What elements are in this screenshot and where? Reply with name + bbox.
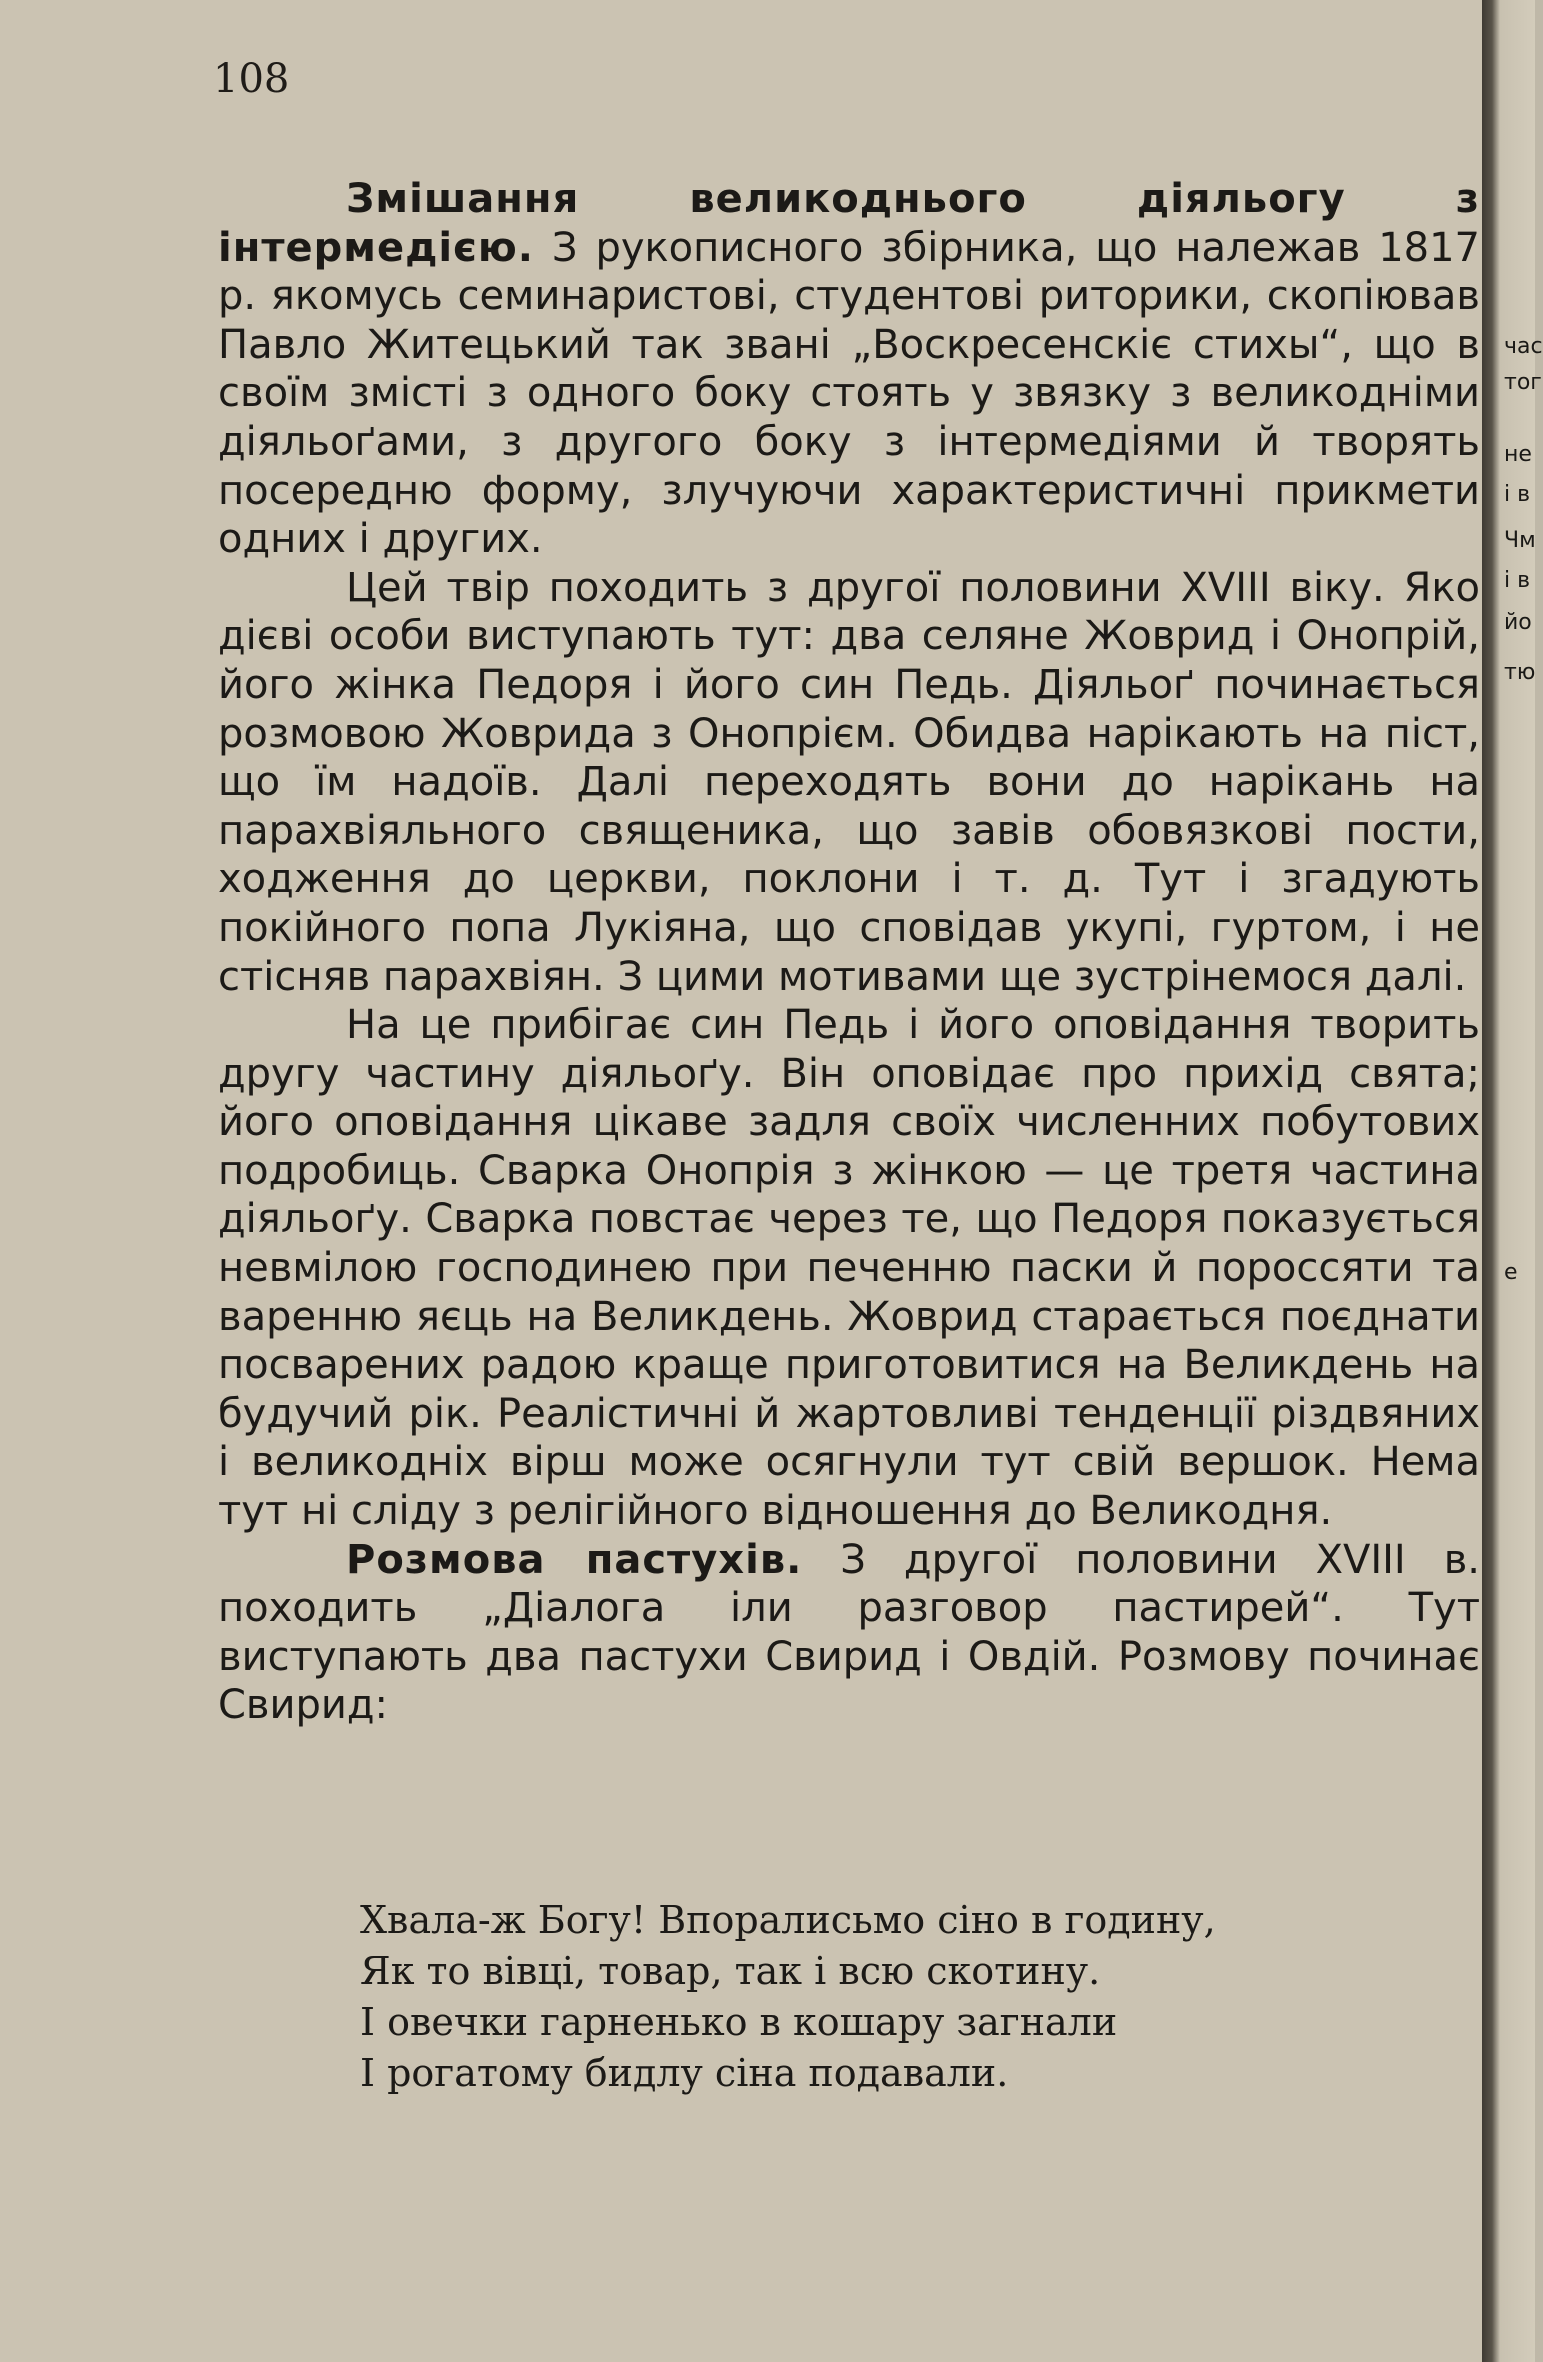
paragraph [218,1001,1480,1536]
paragraph [218,1536,1480,1730]
paragraph [218,564,1480,1001]
next-page-edge [1482,0,1543,2362]
poem-line: І рогатому бидлу сіна подавали. [360,2051,1009,2095]
poem [360,1895,1216,2099]
paragraph-text: На це прибігає син Педь і його оповідання творить другу частину діяльоґу. Він оповідає про прихід свята; його оповідання цікаве задля своїх численних побутових подробиць. Сварка Онопрія з жінкою — це третя частина діяльоґу. Сварка повстає через те, що Педоря показується невмілою господинею при печенню паски й пороссяти та варенню яєць на Великдень. Жоврид старається поєднати посварених радою краще приготовитися на Великдень на будучий рік. Реалістичні й жартовливі тенденції різдвяних і великодніх вірш може осягнули тут свій вершок. Нема тут ні сліду з релігійного відношення до Великодня. [218,1002,1480,1535]
next-page-fragment: не [1504,442,1532,467]
next-page-fragment: е [1504,1260,1518,1285]
next-page-fragment: тю [1504,660,1536,685]
paragraph-text: З рукописного збірника, що належав 1817 р. якомусь семинаристові, студентові риторики, скопіював Павло Житецький так звані „Воскресенскіє стихы“, що в своїм змісті з одного боку стоять у звязку з великодніми діяльоґами, з другого боку з інтермедіями й творять посередню форму, злучуючи характеристичні прикмети одних і других. [218,224,1480,563]
main-text [218,175,1480,1730]
next-page-fragment: і в [1504,568,1531,593]
next-page-fragment: йо [1504,610,1532,635]
poem-line: Як то вівці, товар, так і всю скотину. [360,1949,1101,1993]
next-page-fragment: і в [1504,482,1531,507]
poem-line: І овечки гарненько в кошару загнали [360,2000,1118,2044]
page-number: 108 [213,56,290,102]
poem-line: Хвала-ж Богу! Впоралисьмо сіно в годину, [360,1898,1216,1942]
next-page-fragment: Чм [1504,528,1536,553]
paragraph-text: Цей твір походить з другої половини XVIII віку. Яко дієві особи виступають тут: два селяне Жоврид і Онопрій, його жінка Педоря і його син Педь. Діяльоґ починається розмовою Жоврида з Онопрієм. Обидва нарікають на піст, що їм надоїв. Далі переходять вони до нарікань на парахвіяльного священика, що завів обовязкові пости, ходження до церкви, поклони і т. д. Тут і згадують покійного попа Лукіяна, що сповідав укупі, гуртом, і не стісняв парахвіян. З цими мотивами ще зустрінемося далі. [218,564,1480,1000]
next-page-fragment: час [1504,334,1543,359]
paragraph [218,175,1480,564]
paragraph-text: З другої половини XVIII в. походить „Діалога іли разговор пастирей“. Тут виступають два пастухи Свирид і Овдій. Розмову починає Свирид: [218,1536,1480,1729]
next-page-fragment: тог [1504,370,1542,395]
paragraph-heading: Змішання великоднього діяльогу з інтермедією. [218,176,1480,271]
paragraph-heading: Розмова пастухів. [346,1536,803,1583]
